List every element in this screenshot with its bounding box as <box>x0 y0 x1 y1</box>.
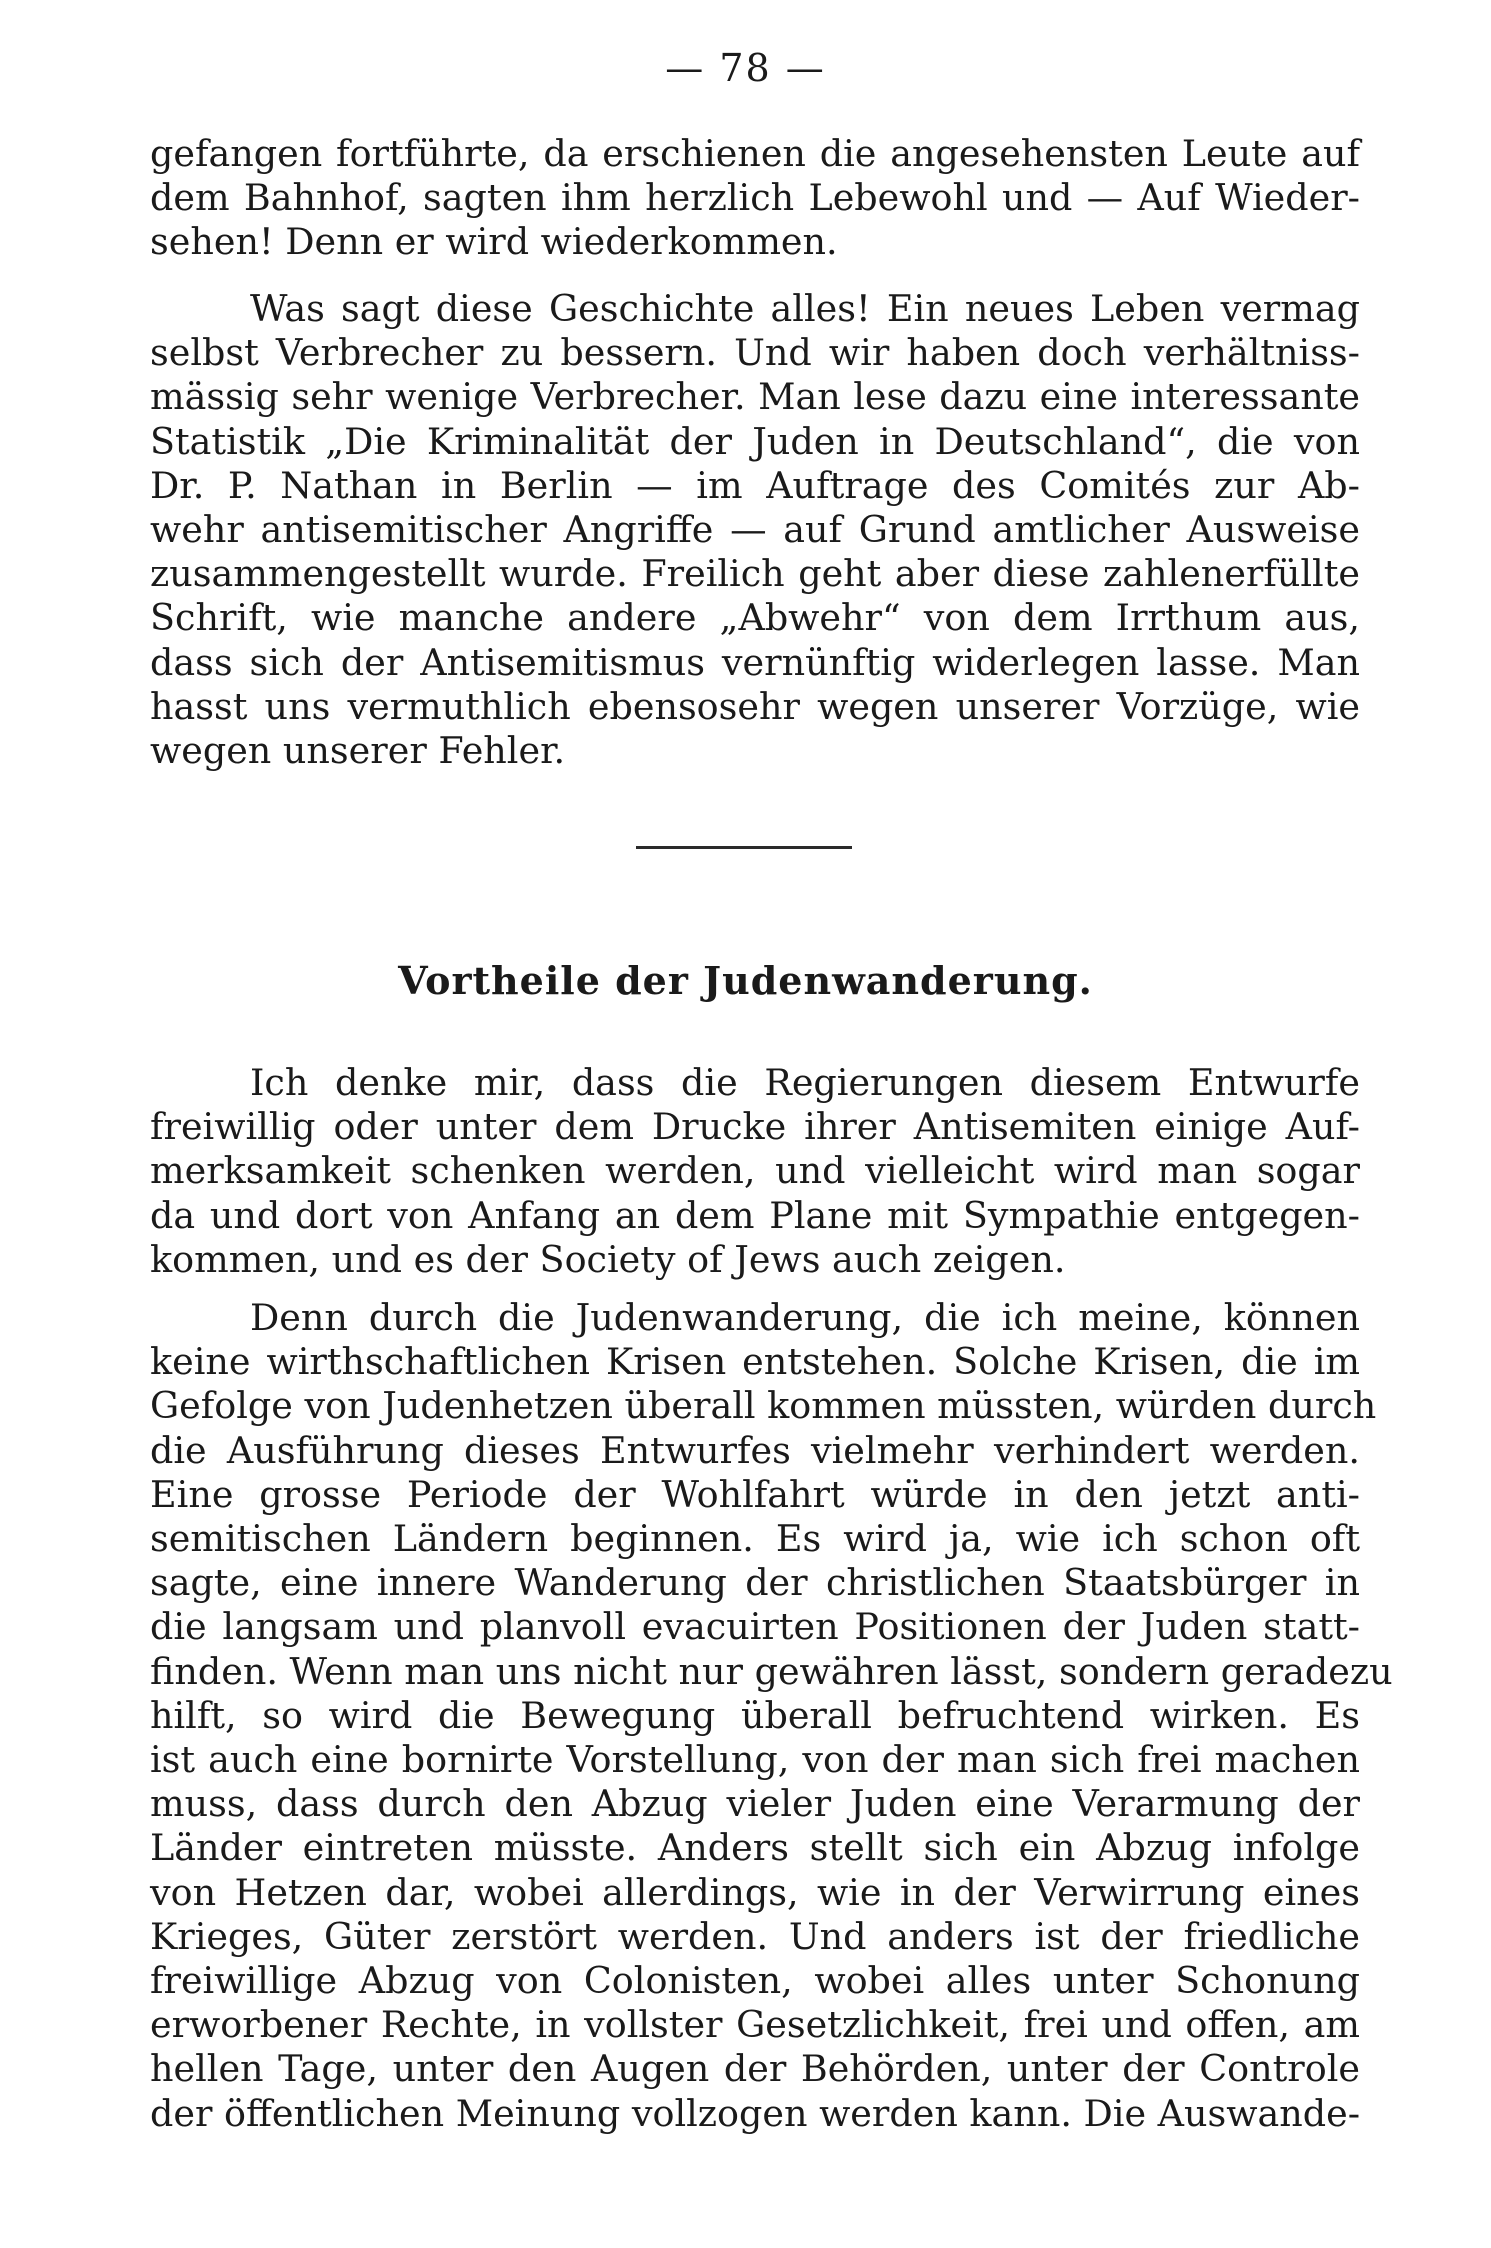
text-line: kommen, und es der Society of Jews auch zeigen. <box>150 1237 1066 1281</box>
text-line: Krieges, Güter zerstört werden. Und anders ist der friedliche <box>150 1914 1360 1958</box>
text-line: mässig sehr wenige Verbrecher. Man lese dazu eine interessante <box>150 375 1360 419</box>
text-line: muss, dass durch den Abzug vieler Juden eine Verarmung der <box>150 1782 1360 1826</box>
text-line: keine wirthschaftlichen Krisen entstehen. Solche Krisen, die im <box>150 1340 1360 1384</box>
text-line: ist auch eine bornirte Vorstellung, von der man sich frei machen <box>150 1738 1360 1782</box>
text-line: Gefolge von Judenhetzen überall kommen müssten, würden durch <box>150 1384 1377 1428</box>
text-line: Schrift, wie manche andere „Abwehr“ von dem Irrthum aus, <box>150 596 1360 640</box>
text-line: Dr. P. Nathan in Berlin — im Auftrage des Comités zur Ab- <box>150 463 1360 507</box>
page-number: — 78 — <box>665 46 826 90</box>
paragraph-3 <box>150 1061 1360 1282</box>
text-line: die langsam und planvoll evacuirten Positionen der Juden statt- <box>150 1605 1360 1649</box>
text-line: wehr antisemitischer Angriffe — auf Grund amtlicher Ausweise <box>150 508 1360 552</box>
text-line: freiwillig oder unter dem Drucke ihrer Antisemiten einige Auf- <box>150 1105 1360 1149</box>
section-heading: Vortheile der Judenwanderung. <box>398 958 1093 1003</box>
text-line: sehen! Denn er wird wiederkommen. <box>150 220 838 264</box>
paragraph-2 <box>150 287 1360 773</box>
text-line: Statistik „Die Kriminalität der Juden in Deutschland“, die von <box>150 419 1360 463</box>
text-line: hellen Tage, unter den Augen der Behörden, unter der Controle <box>150 2047 1360 2091</box>
text-line: semitischen Ländern beginnen. Es wird ja, wie ich schon oft <box>150 1517 1360 1561</box>
text-line: Was sagt diese Geschichte alles! Ein neues Leben vermag <box>250 287 1360 330</box>
text-line: finden. Wenn man uns nicht nur gewähren lässt, sondern geradezu <box>150 1649 1393 1693</box>
text-line: Länder eintreten müsste. Anders stellt sich ein Abzug infolge <box>150 1826 1360 1870</box>
text-line: Denn durch die Judenwanderung, die ich meine, können <box>250 1296 1360 1339</box>
text-line: gefangen fortführte, da erschienen die angesehensten Leute auf <box>150 132 1360 175</box>
paragraph-4 <box>150 1296 1393 2136</box>
text-line: wegen unserer Fehler. <box>150 729 566 773</box>
text-line: die Ausführung dieses Entwurfes vielmehr verhindert werden. <box>150 1428 1360 1472</box>
text-line: dass sich der Antisemitismus vernünftig widerlegen lasse. Man <box>150 640 1360 684</box>
text-line: zusammengestellt wurde. Freilich geht aber diese zahlenerfüllte <box>150 552 1360 596</box>
text-line: hasst uns vermuthlich ebensosehr wegen unserer Vorzüge, wie <box>150 684 1360 728</box>
text-line: von Hetzen dar, wobei allerdings, wie in der Verwirrung eines <box>150 1870 1360 1914</box>
text-line: der öffentlichen Meinung vollzogen werden kann. Die Auswande- <box>150 2091 1361 2135</box>
text-line: dem Bahnhof, sagten ihm herzlich Lebewohl und — Auf Wieder- <box>150 176 1360 220</box>
text-line: freiwillige Abzug von Colonisten, wobei alles unter Schonung <box>150 1959 1360 2003</box>
section-divider <box>636 846 852 849</box>
text-line: Ich denke mir, dass die Regierungen diesem Entwurfe <box>250 1061 1360 1104</box>
text-line: merksamkeit schenken werden, und vielleicht wird man sogar <box>150 1149 1360 1193</box>
text-line: da und dort von Anfang an dem Plane mit Sympathie entgegen- <box>150 1193 1360 1237</box>
text-line: erworbener Rechte, in vollster Gesetzlichkeit, frei und offen, am <box>150 2003 1360 2047</box>
text-line: sagte, eine innere Wanderung der christlichen Staatsbürger in <box>150 1561 1360 1605</box>
text-line: Eine grosse Periode der Wohlfahrt würde in den jetzt anti- <box>150 1472 1360 1516</box>
text-line: hilft, so wird die Bewegung überall befruchtend wirken. Es <box>150 1693 1360 1737</box>
text-line: selbst Verbrecher zu bessern. Und wir haben doch verhältniss- <box>150 331 1360 375</box>
paragraph-1 <box>150 132 1360 265</box>
